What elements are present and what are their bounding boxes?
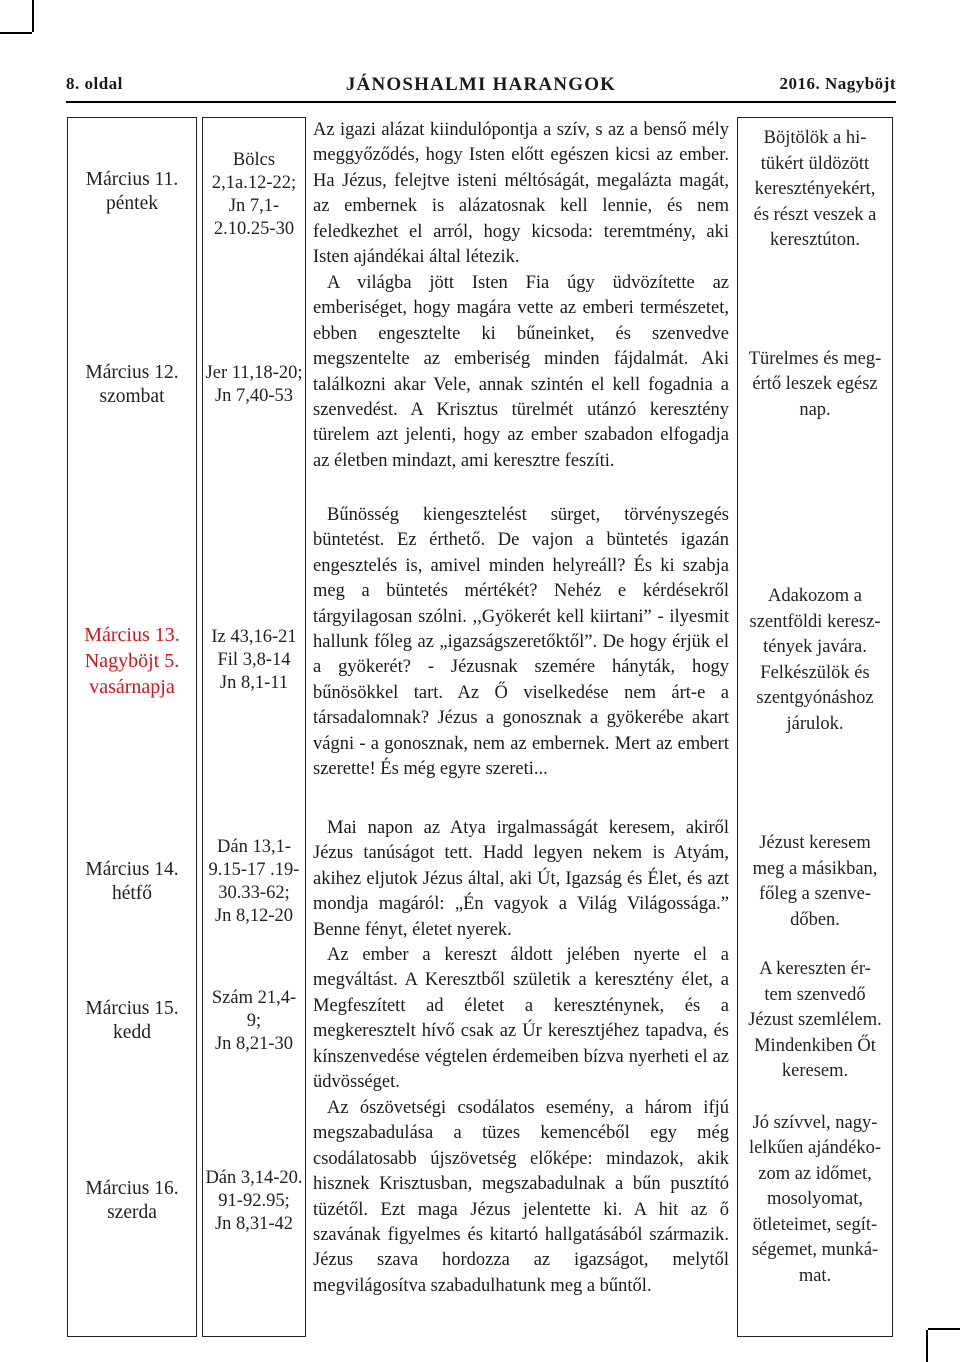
scripture-reference: Dán 3,14-20. 91-92.95; Jn 8,31-42: [205, 1167, 303, 1234]
page-number: 8. oldal: [66, 74, 123, 93]
scripture-reference: Jer 11,18-20; Jn 7,40-53: [205, 363, 303, 406]
daily-resolution: Türelmes és meg- értő leszek egész nap.: [748, 348, 882, 420]
date-cell: [67, 267, 197, 503]
date-line: Március 14.: [85, 859, 179, 880]
page-header: [66, 74, 896, 98]
scripture-reference: Szám 21,4- 9; Jn 8,21-30: [211, 987, 297, 1054]
weekday-line: szombat: [99, 386, 165, 407]
daily-resolution: Böjtölök a hi- tükért üldözött keresztényekért, és részt veszek a keresztúton.: [753, 128, 877, 250]
date-line: Március 16.: [85, 1178, 179, 1199]
daily-resolution: Jó szívvel, nagy- lelkűen ajándéko- zom az időmet, mosolyomat, ötleteimet, segít- ségemet, munká- mat.: [748, 1112, 881, 1286]
date-cell: [67, 1096, 197, 1306]
daily-resolution: Jézust keresem meg a másikban, főleg a szenve- dőben.: [752, 833, 878, 930]
reflection-text: Az ószövetségi csodálatos esemény, a három ifjú megszabadulása a tüzes kemencéből egy még csodálatosabb újszövetség előképe: mindazok, akik hisznek Krisztusban, megszabadulnak a bűn pusztító tüzétől. Ezt maga Jézus jelentette ki. A hit az ő szavának figyelmes és kitartó hallgatásából származik. Jézus szava hordozza az igazságot, melytől megvilágosítva szabadulhatunk meg a bűntől.: [313, 1098, 729, 1296]
weekday-line: kedd: [113, 1022, 151, 1043]
date-line: Március 15.: [85, 998, 179, 1019]
crop-mark-bottom-right-h: [928, 1328, 960, 1330]
sunday-name-line: vasárnapja: [89, 675, 175, 698]
weekday-line: hétfő: [111, 883, 153, 904]
header-rule: [66, 101, 896, 103]
date-cell: [67, 946, 197, 1096]
reflection-text: Az igazi alázat kiindulópontja a szív, s az a benső mély meggyőződés, hogy Isten előtt egészen kicsi az ember. Ha Jézus, felejtve isteni méltóságát, megalázta magát, az embernek is alázatosnak kell lennie, és nem feledkezhet el arról, hogy kicsoda: teremtmény, aki Isten ajándékai által létezik.: [313, 120, 729, 268]
issue-label: 2016. Nagyböjt: [779, 74, 896, 93]
crop-mark-top-left-v: [32, 0, 34, 32]
crop-mark-top-left-h: [0, 32, 32, 34]
date-line: Március 11.: [85, 169, 179, 190]
date-line: Március 13.: [84, 623, 180, 646]
daily-resolution: Adakozom a szentföldi keresz- tények javára. Felkészülök és szentgyónáshoz járulok.: [749, 586, 881, 734]
weekday-line: szerda: [107, 1202, 157, 1223]
daily-resolution: A kereszten ér- tem szenvedő Jézust szemlélem. Mindenkiben Őt keresem.: [748, 959, 882, 1082]
scripture-reference: Bölcs 2,1a.12-22; Jn 7,1- 2.10.25-30: [211, 150, 297, 239]
reflection-text: A világba jött Isten Fia úgy üdvözítette az emberiséget, hogy magára vette az emberi természetet, ebben engesztelte ki bűneinket, és szenvedve megszentelte az emberiség minden fájdalmát. Aki találkozni akar Vele, annak szintén el kell fogadnia a szenvedést. A Krisztus türelmét utánzó keresztény türelem azt jelenti, hogy az ember szabadon elfogadja az életben mindazt, ami keresztre feszíti.: [313, 273, 729, 471]
reflection-text: Az ember a kereszt áldott jelében nyerte el a megváltást. A Keresztből születik a keresztény élet, a Megfeszített ad életet a kereszténynek, és a megkeresztelt hívő csak az Úr keresztjéhez tapadva, és kínszenvedése végtelen érdemeiben bízva nyerheti el az üdvösséget.: [313, 945, 729, 1093]
reflection-text: Bűnösség kiengesztelést sürget, törvényszegés büntetést. Ez érthető. De vajon a büntetés igazán engesztelés is, amivel minden helyreáll? És ki szabja meg a büntetés mértékét? Nehéz e kérdésekről tárgyilagosan szólni. ,,Gyökerét kell kiirtani” - ilyesmit hallunk főleg az „igazságszeretőktől”. De hogy érjük el a gyökerét? - Jézusnak szemére hányták, hogy bűnösökkel tart. Az Ő viselkedése nem árt-e a társadalomnak? Jézus a gonosznak a gyökerébe akart vágni - a gonosznak, nem az embernek. Mert az embert szerette! És még egyre szereti...: [313, 505, 729, 780]
weekday-line: péntek: [106, 193, 158, 214]
crop-mark-bottom-right-v: [926, 1330, 928, 1362]
sunday-name-line: Nagyböjt 5.: [84, 649, 180, 672]
scripture-reference: Iz 43,16-21 Fil 3,8-14 Jn 8,1-11: [211, 627, 297, 693]
date-cell-sunday: [67, 503, 197, 818]
publication-title: JÁNOSHALMI HARANGOK: [345, 74, 617, 95]
date-line: Március 12.: [85, 362, 179, 383]
reflection-text: Mai napon az Atya irgalmasságát keresem, akiről Jézus tanúságot tett. Hadd legyen nekem is Atyám, akihez eljutok Jézus által, aki Út, Igazság és Élet, és azt mondja magáról: „Én vagyok a Világ Világossága.” Benne fényt, életet nyerek.: [313, 818, 729, 940]
date-cell: [67, 818, 197, 946]
date-cell: [67, 117, 197, 267]
scripture-reference: Dán 13,1- 9.15-17 .19- 30.33-62; Jn 8,12-20: [208, 837, 300, 926]
